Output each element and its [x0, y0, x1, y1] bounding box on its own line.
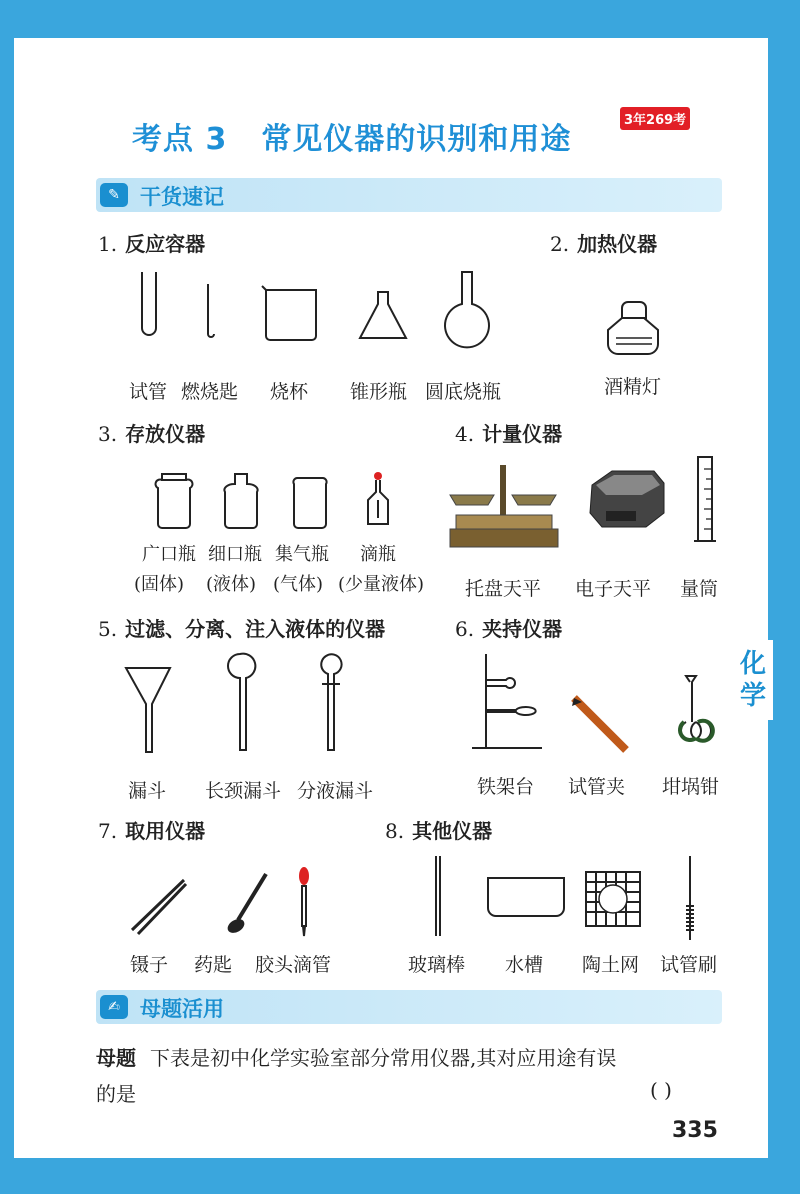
- section-8-title: 其他仪器: [412, 819, 493, 843]
- narrow-mouth-bottle-icon: [224, 474, 257, 528]
- section-5-title: 过滤、分离、注入液体的仪器: [125, 617, 386, 641]
- item-electronic-balance: 电子天平: [575, 578, 652, 600]
- section-3-number: 3.: [98, 422, 118, 446]
- section-6-heading: [455, 613, 562, 642]
- section-3-heading: [98, 418, 205, 447]
- other-tools-drawing: [420, 852, 740, 952]
- item-funnel: 漏斗: [128, 780, 167, 802]
- item-round-bottom-flask: 圆底烧瓶: [425, 381, 502, 403]
- title-main: 常见仪器的识别和用途: [261, 122, 572, 157]
- storage-bottles-drawing: [140, 468, 440, 538]
- item-test-tube: 试管: [129, 381, 168, 403]
- section-7-title: 取用仪器: [125, 819, 206, 843]
- page-frame-bottom: [0, 1158, 800, 1194]
- funnel-icon: [126, 668, 170, 752]
- exam-frequency-badge: 3年269考: [620, 107, 690, 130]
- spatula-icon: [225, 874, 266, 936]
- dropper-icon: [299, 867, 309, 936]
- funnels-drawing: [120, 648, 380, 758]
- section-bar-practice-label: 母题活用: [140, 997, 224, 1021]
- handling-tools-drawing: [126, 862, 366, 942]
- item-gas-jar: 集气瓶: [275, 544, 329, 565]
- page-frame-top: [0, 0, 800, 38]
- item-dropper: 胶头滴管: [255, 954, 332, 976]
- question-label: 母题: [96, 1046, 136, 1070]
- page-number: 335: [672, 1118, 718, 1143]
- section-3-title: 存放仪器: [125, 422, 206, 446]
- pencil-note-icon: ✍: [100, 995, 128, 1019]
- question-line-1: [96, 1042, 616, 1071]
- item-alcohol-lamp: 酒精灯: [604, 376, 662, 398]
- section-2-heading: [550, 228, 657, 257]
- section-1-heading: [98, 228, 205, 257]
- section-1-title: 反应容器: [125, 232, 206, 256]
- item-tweezers: 镊子: [130, 954, 169, 976]
- test-tube-holder-icon: [572, 698, 626, 750]
- graduated-cylinder-icon: [694, 457, 716, 541]
- section-bar-practice: [96, 990, 722, 1024]
- section-6-title: 夹持仪器: [482, 617, 563, 641]
- item-dropper-bottle: 滴瓶: [360, 544, 396, 565]
- item-ceramic-gauze: 陶土网: [582, 954, 640, 976]
- page-title: [132, 114, 571, 158]
- item-graduated-cylinder: 量筒: [680, 578, 719, 600]
- conical-flask-icon: [360, 292, 406, 338]
- section-5-heading: [98, 613, 385, 642]
- title-prefix: 考点 3: [132, 122, 228, 157]
- bookmark-icon: ✎: [100, 183, 128, 207]
- combustion-spoon-icon: [208, 284, 214, 337]
- item-water-trough: 水槽: [505, 954, 544, 976]
- alcohol-lamp-icon: [600, 298, 680, 368]
- iron-stand-icon: [472, 654, 542, 748]
- clamping-tools-drawing: [460, 650, 740, 760]
- answer-blank[interactable]: ( ): [650, 1078, 672, 1102]
- section-8-number: 8.: [385, 819, 405, 843]
- item-beaker: 烧杯: [270, 381, 309, 403]
- reaction-vessels-drawing: [0, 270, 700, 370]
- subject-tab-char-1: 化: [739, 649, 766, 679]
- item-spatula: 药匙: [194, 954, 233, 976]
- note-small-liquid: (少量液体): [338, 574, 425, 595]
- gas-jar-icon: [293, 478, 326, 528]
- item-test-tube-brush: 试管刷: [660, 954, 718, 976]
- section-bar-notes: [96, 178, 722, 212]
- page-frame-right: [768, 0, 800, 1194]
- note-solid: (固体): [134, 574, 185, 595]
- note-liquid: (液体): [206, 574, 257, 595]
- tweezers-icon: [132, 880, 186, 934]
- section-bar-notes-label: 干货速记: [140, 185, 224, 209]
- test-tube-brush-icon: [686, 856, 694, 940]
- test-tube-icon: [142, 272, 156, 335]
- question-text-1: 下表是初中化学实验室部分常用仪器,其对应用途有误: [150, 1046, 617, 1070]
- item-separatory-funnel: 分液漏斗: [297, 780, 374, 802]
- item-combustion-spoon: 燃烧匙: [181, 381, 239, 403]
- glass-rod-icon: [436, 856, 440, 936]
- measuring-instruments-drawing: [446, 455, 746, 555]
- item-conical-flask: 锥形瓶: [350, 381, 408, 403]
- section-7-number: 7.: [98, 819, 118, 843]
- wide-mouth-bottle-icon: [156, 474, 193, 528]
- section-7-heading: [98, 815, 205, 844]
- ceramic-gauze-icon: [586, 872, 640, 926]
- item-wide-mouth-bottle: 广口瓶: [142, 544, 196, 565]
- page-frame-left: [0, 0, 14, 1194]
- section-2-title: 加热仪器: [577, 232, 658, 256]
- item-balance: 托盘天平: [465, 578, 542, 600]
- section-4-heading: [455, 418, 562, 447]
- note-gas: (气体): [273, 574, 324, 595]
- item-iron-stand: 铁架台: [477, 776, 535, 798]
- item-long-neck-funnel: 长颈漏斗: [205, 780, 282, 802]
- item-narrow-mouth-bottle: 细口瓶: [208, 544, 262, 565]
- section-1-number: 1.: [98, 232, 118, 256]
- beaker-icon: [262, 286, 316, 340]
- round-bottom-flask-icon: [445, 272, 489, 347]
- crucible-tongs-icon: [680, 676, 713, 741]
- section-2-number: 2.: [550, 232, 570, 256]
- section-4-number: 4.: [455, 422, 475, 446]
- section-6-number: 6.: [455, 617, 475, 641]
- section-5-number: 5.: [98, 617, 118, 641]
- electronic-balance-icon: [590, 471, 664, 527]
- item-crucible-tongs: 坩埚钳: [662, 776, 720, 798]
- subject-tab-char-2: 学: [739, 681, 766, 711]
- question-line-2: 的是: [96, 1082, 136, 1106]
- water-trough-icon: [488, 878, 564, 916]
- section-4-title: 计量仪器: [482, 422, 563, 446]
- balance-icon: [450, 465, 558, 547]
- item-glass-rod: 玻璃棒: [408, 954, 466, 976]
- section-8-heading: [385, 815, 492, 844]
- long-neck-funnel-icon: [228, 654, 255, 750]
- dropper-bottle-icon: [368, 480, 388, 524]
- separatory-funnel-icon: [321, 654, 341, 750]
- item-test-tube-holder: 试管夹: [568, 776, 626, 798]
